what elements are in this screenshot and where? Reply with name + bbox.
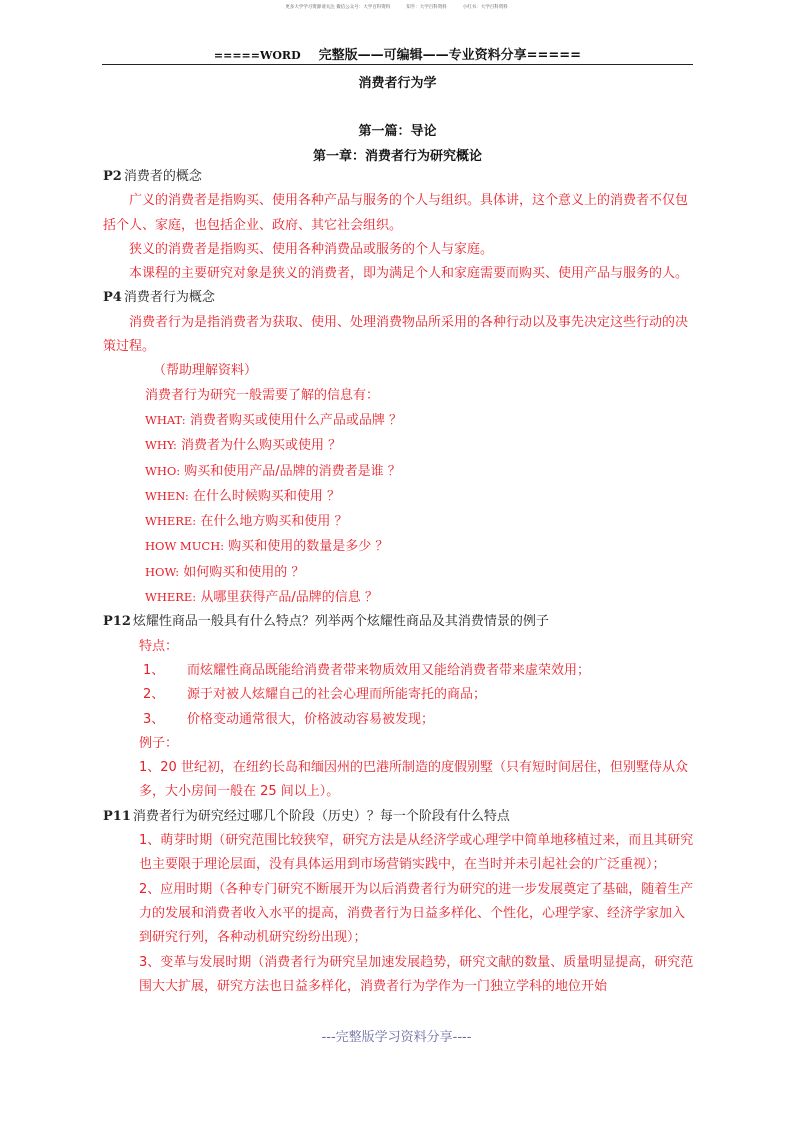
- question-p11: [103, 805, 695, 829]
- question-heading: 消费者行为概念: [123, 290, 215, 306]
- info-item: WHAT: 消费者购买或使用什么产品或品牌 ？: [145, 412, 402, 428]
- help-label: （帮助理解资料）: [153, 363, 258, 379]
- page-ref: P11: [103, 808, 131, 824]
- document-body: [103, 165, 695, 999]
- info-list: [103, 384, 695, 611]
- question-heading: 炫耀性商品一般具有什么特点？列举两个炫耀性商品及其消费情景的例子: [132, 614, 549, 630]
- info-item: WHEN: 在什么时候购买和使用 ？: [145, 488, 341, 504]
- page-ref: P4: [103, 290, 122, 306]
- examples-label: 例子：: [139, 735, 179, 751]
- info-item: WHERE: 在什么地方购买和使用 ？: [145, 514, 348, 530]
- banner-text: 完整版——可编辑——专业资料分享=====: [318, 48, 582, 63]
- page-footer: ---完整版学习资料分享----: [321, 1030, 472, 1045]
- document-title: 消费者行为学: [358, 76, 437, 91]
- stage-item: 1、萌芽时期（研究范围比较狭窄，研究方法是从经济学或心理学中简单地移植过来，而且其研究也主要限于理论层面，没有具体运用到市场营销实践中，在当时并未引起社会的广泛重视）；: [139, 833, 694, 873]
- chapter-title: 第一章：消费者行为研究概论: [312, 149, 482, 164]
- info-item: HOW MUCH: 购买和使用的数量是多少 ？: [145, 539, 389, 555]
- feature-item: 3、 价格变动通常很大，价格波动容易被发现；: [143, 711, 435, 727]
- info-item: WHERE: 从哪里获得产品/品牌的信息 ？: [145, 590, 378, 606]
- question-heading: 消费者行为研究经过哪几个阶段（历史）？每一个阶段有什么特点: [132, 808, 510, 824]
- paragraph: 广义的消费者是指购买、使用各种产品与服务的个人与组织。具体讲，这个意义上的消费者不仅包括个人、家庭，也包括企业、政府、其它社会组织。: [103, 193, 689, 233]
- feature-item: 1、 而炫耀性商品既能给消费者带来物质效用又能给消费者带来虚荣效用；: [143, 662, 591, 678]
- info-item: WHY: 消费者为什么购买或使用 ？: [145, 438, 342, 454]
- part-title: 第一篇：导论: [358, 124, 437, 139]
- feature-item: 2、 源于对被人炫耀自己的社会心理而所能寄托的商品；: [143, 687, 487, 703]
- header-banner: [102, 44, 693, 63]
- definition-paragraph: 消费者行为是指消费者为获取、使用、处理消费物品所采用的各种行动以及事先决定这些行动的决策过程。: [103, 314, 689, 355]
- paragraph: 本课程的主要研究对象是狭义的消费者，即为满足个人和家庭需要而购买、使用产品与服务的人。: [129, 266, 689, 282]
- stage-item: 2、应用时期（各种专门研究不断展开为以后消费者行为研究的进一步发展奠定了基础，随着生产力的发展和消费者收入水平的提高，消费者行为日益多样化、个性化，心理学家、经济学家加入到研究行列，各种动机研究纷纷出现）；: [139, 881, 694, 946]
- question-p4: [103, 286, 695, 310]
- info-item: WHO: 购买和使用产品/品牌的消费者是谁 ？: [145, 463, 401, 479]
- question-heading: 消费者的概念: [123, 169, 202, 184]
- page-ref: P2: [103, 169, 122, 184]
- top-promo-note: [0, 4, 793, 10]
- promo-xiaohongshu: 小红书：大学百科资料: [462, 5, 508, 10]
- example-item: 1、20 世纪初，在纽约长岛和缅因州的巴港所制造的度假别墅（只有短时间居住，但别墅侍从众多，大小房间一般在 25 间以上）。: [139, 760, 688, 800]
- banner-prefix: =====WORD: [213, 49, 301, 62]
- page-ref: P12: [103, 614, 131, 630]
- stage-item: 3、变革与发展时期（消费者行为研究呈加速发展趋势，研究文献的数量、质量明显提高，研究范围大大扩展，研究方法也日益多样化，消费者行为学作为一门独立学科的地位开始: [139, 954, 694, 994]
- question-p12: [103, 610, 695, 634]
- header-divider: [102, 64, 693, 65]
- features-label: 特点：: [139, 638, 179, 654]
- paragraph: 狭义的消费者是指购买、使用各种消费品或服务的个人与家庭。: [129, 241, 494, 257]
- question-p2: [103, 165, 695, 189]
- info-lead: 消费者行为研究一般需要了解的信息有：: [145, 387, 380, 403]
- promo-zhihu: 知乎：大学百科资料: [406, 5, 447, 10]
- info-item: HOW: 如何购买和使用的 ？: [145, 564, 305, 580]
- promo-wechat: 更多大学学习资源请关注 微信公众号：大学百科资料: [285, 5, 391, 10]
